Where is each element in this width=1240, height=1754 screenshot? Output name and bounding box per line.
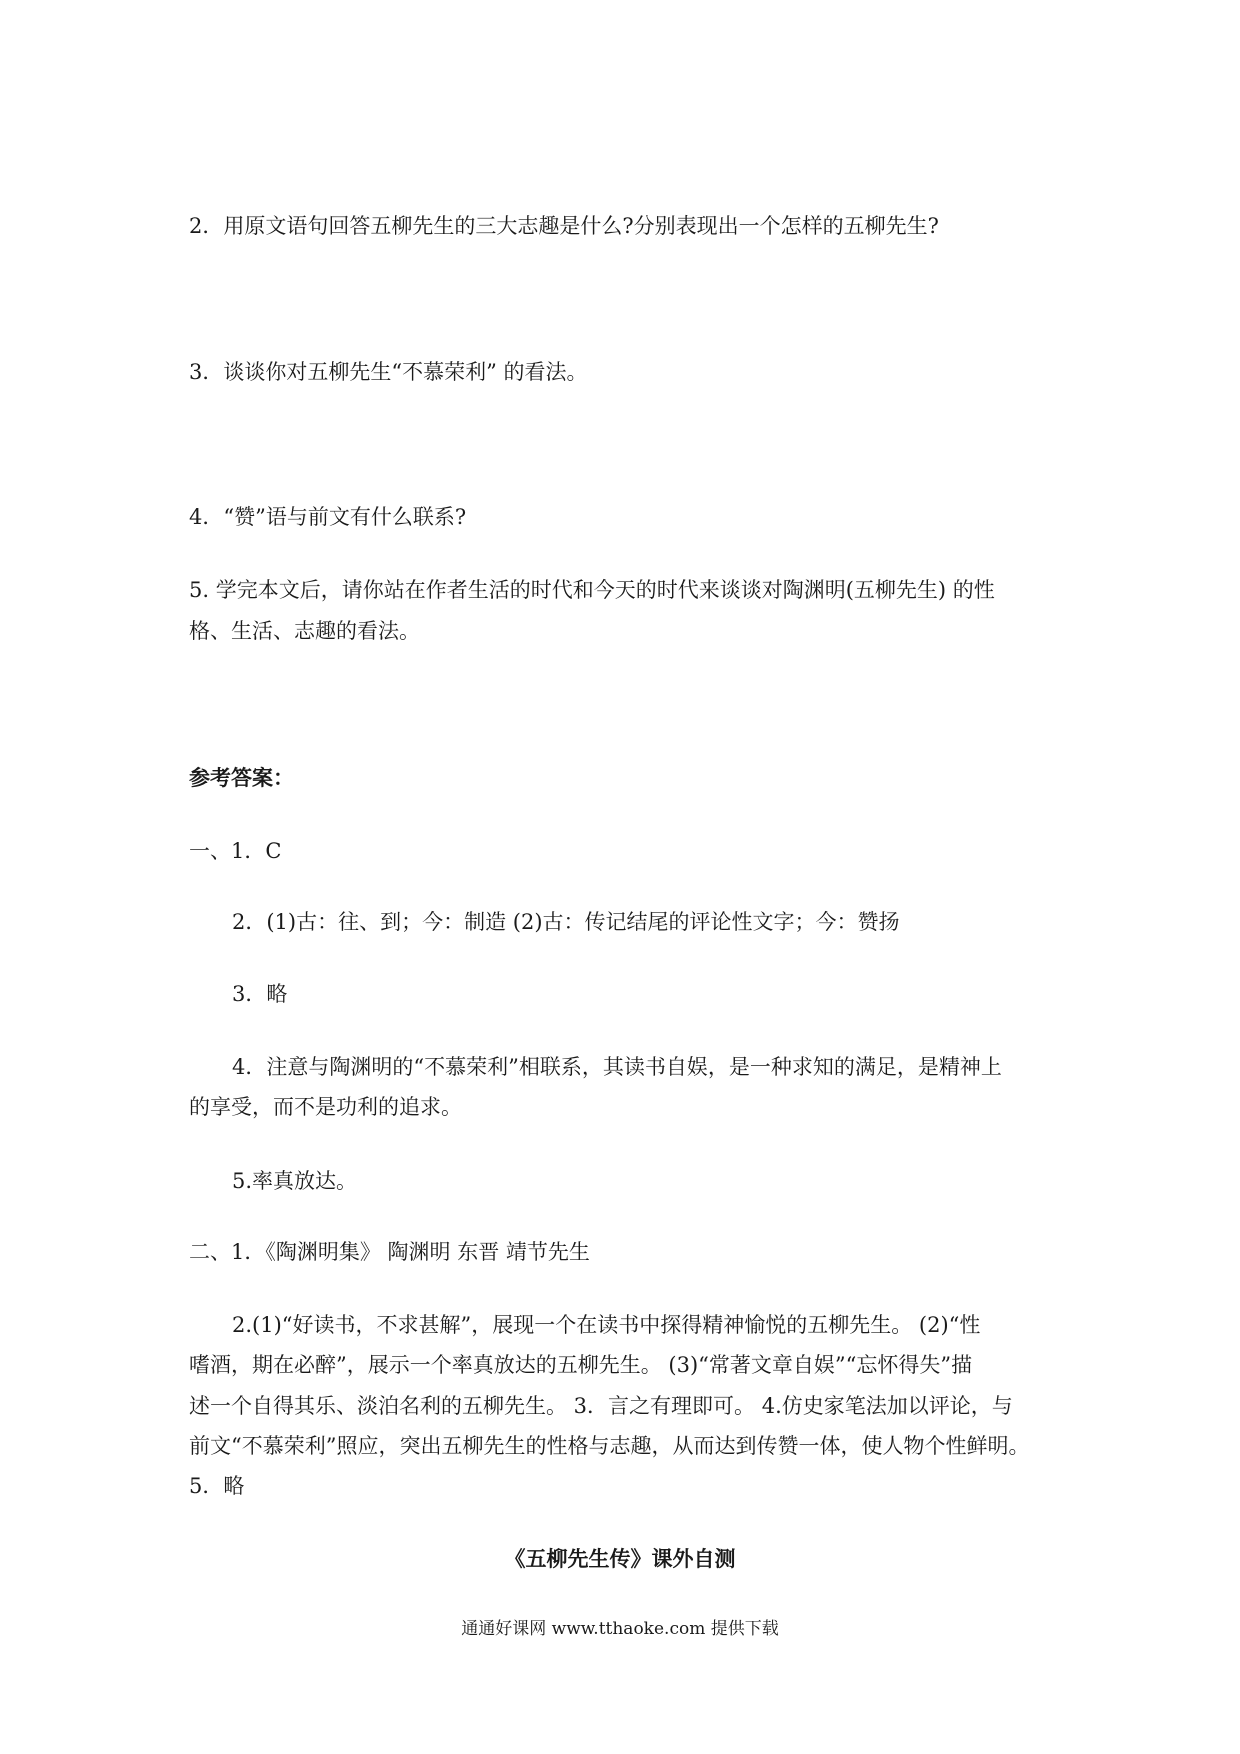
question-4: 4．“赞”语与前文有什么联系? xyxy=(189,505,467,529)
question-5-line-2: 格、生活、志趣的看法。 xyxy=(189,619,420,643)
answer-1-2: 2．(1)古：往、到；今：制造 (2)古：传记结尾的评论性文字；今：赞扬 xyxy=(232,910,900,934)
question-3: 3．谈谈你对五柳先生“不慕荣利” 的看法。 xyxy=(189,360,588,384)
answer-1-5: 5.率真放达。 xyxy=(232,1169,358,1193)
question-5-line-1: 5. 学完本文后，请你站在作者生活的时代和今天的时代来谈谈对陶渊明(五柳先生) 的性 xyxy=(189,578,995,602)
answer-2-2-line-4: 前文“不慕荣利”照应，突出五柳先生的性格与志趣，从而达到传赞一体，使人物个性鲜明。 xyxy=(189,1434,1030,1458)
answer-2-2-line-3: 述一个自得其乐、淡泊名利的五柳先生。 3．言之有理即可。 4.仿史家笔法加以评论，与 xyxy=(189,1394,1013,1418)
answers-heading: 参考答案： xyxy=(189,766,294,790)
answer-2-5: 5．略 xyxy=(189,1474,245,1498)
question-2: 2．用原文语句回答五柳先生的三大志趣是什么?分别表现出一个怎样的五柳先生? xyxy=(189,214,939,238)
answer-1-4-line-1: 4．注意与陶渊明的“不慕荣利”相联系，其读书自娱，是一种求知的满足，是精神上 xyxy=(232,1055,1002,1079)
section-title: 《五柳先生传》课外自测 xyxy=(504,1547,736,1571)
answer-1-1: 一、1．C xyxy=(189,839,282,863)
footer: 通通好课网 www.tthaoke.com 提供下载 xyxy=(461,1619,779,1639)
answer-1-3: 3．略 xyxy=(232,982,288,1006)
answer-2-2-line-2: 嗜酒，期在必醉”，展示一个率真放达的五柳先生。 (3)“常著文章自娱”“忘怀得失”描 xyxy=(189,1353,973,1377)
answer-1-4-line-2: 的享受，而不是功利的追求。 xyxy=(189,1095,462,1119)
answer-2-2-line-1: 2.(1)“好读书，不求甚解”，展现一个在读书中探得精神愉悦的五柳先生。 (2)“性 xyxy=(232,1313,981,1337)
answer-2-1: 二、1．《陶渊明集》 陶渊明 东晋 靖节先生 xyxy=(189,1240,590,1264)
